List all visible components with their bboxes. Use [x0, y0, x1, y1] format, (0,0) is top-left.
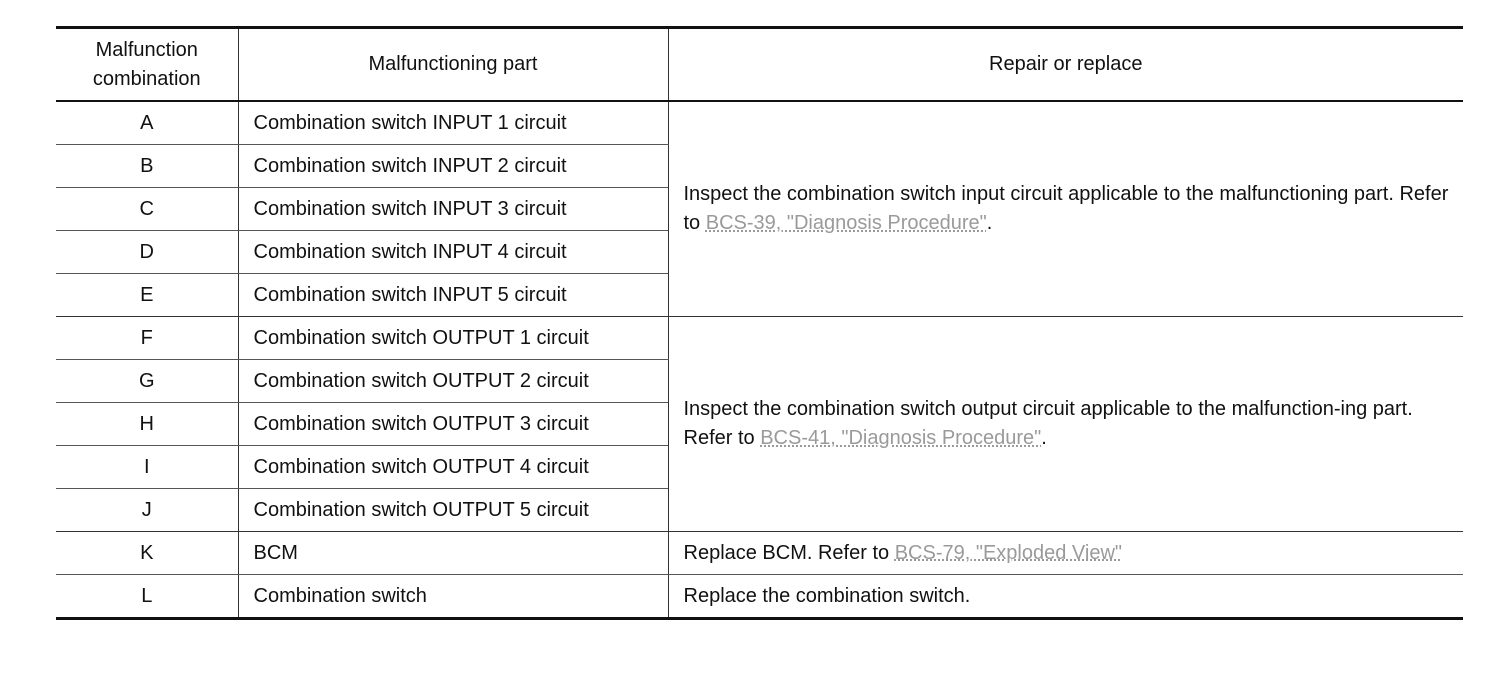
row-part: Combination switch INPUT 3 circuit	[238, 188, 668, 231]
header-row	[56, 28, 1463, 102]
row-code: J	[56, 489, 238, 532]
row-part: Combination switch INPUT 1 circuit	[238, 101, 668, 145]
row-part: BCM	[238, 532, 668, 575]
row-part: Combination switch OUTPUT 3 circuit	[238, 403, 668, 446]
row-code: A	[56, 101, 238, 145]
action-output-suffix: .	[1041, 427, 1047, 449]
row-code: L	[56, 575, 238, 619]
action-bcm-text: Replace BCM. Refer to	[683, 541, 895, 564]
header-combination-line1: Malfunction	[95, 38, 198, 61]
row-code: F	[56, 317, 238, 360]
header-repair-or-replace: Repair or replace	[668, 28, 1463, 102]
link-bcs-79-exploded-view[interactable]: BCS-79, "Exploded View"	[894, 541, 1122, 564]
row-part: Combination switch OUTPUT 4 circuit	[238, 446, 668, 489]
row-part: Combination switch OUTPUT 5 circuit	[238, 489, 668, 532]
table-row	[56, 532, 1463, 575]
row-part: Combination switch OUTPUT 1 circuit	[238, 317, 668, 360]
header-combination-line2: combination	[92, 67, 201, 90]
row-part: Combination switch	[238, 575, 668, 619]
action-output-text: Inspect the combination switch output circuit applicable to the malfunction-ing part. Refer to	[683, 398, 1413, 449]
row-code: E	[56, 274, 238, 317]
table-row	[56, 317, 1463, 360]
row-code: H	[56, 403, 238, 446]
row-part: Combination switch INPUT 2 circuit	[238, 145, 668, 188]
row-code: B	[56, 145, 238, 188]
header-malfunction-combination	[56, 28, 238, 102]
row-part: Combination switch INPUT 5 circuit	[238, 274, 668, 317]
row-code: K	[56, 532, 238, 575]
link-bcs-41-diagnosis-procedure[interactable]: BCS-41, "Diagnosis Procedure"	[760, 427, 1042, 449]
table-row	[56, 575, 1463, 619]
row-part: Combination switch INPUT 4 circuit	[238, 231, 668, 274]
action-input-circuit	[668, 101, 1463, 317]
action-input-text: Inspect the combination switch input circuit applicable to the malfunctioning part. Refer to	[683, 183, 1449, 234]
malfunction-table-container	[56, 26, 1463, 620]
table-row	[56, 101, 1463, 145]
malfunction-table	[56, 26, 1463, 620]
row-code: G	[56, 360, 238, 403]
row-code: I	[56, 446, 238, 489]
row-code: C	[56, 188, 238, 231]
row-code: D	[56, 231, 238, 274]
action-output-circuit	[668, 317, 1463, 532]
row-part: Combination switch OUTPUT 2 circuit	[238, 360, 668, 403]
action-input-suffix: .	[986, 212, 993, 234]
header-malfunctioning-part: Malfunctioning part	[238, 28, 668, 102]
action-replace-switch: Replace the combination switch.	[668, 575, 1463, 619]
link-bcs-39-diagnosis-procedure[interactable]: BCS-39, "Diagnosis Procedure"	[705, 212, 987, 234]
action-replace-bcm	[668, 532, 1463, 575]
